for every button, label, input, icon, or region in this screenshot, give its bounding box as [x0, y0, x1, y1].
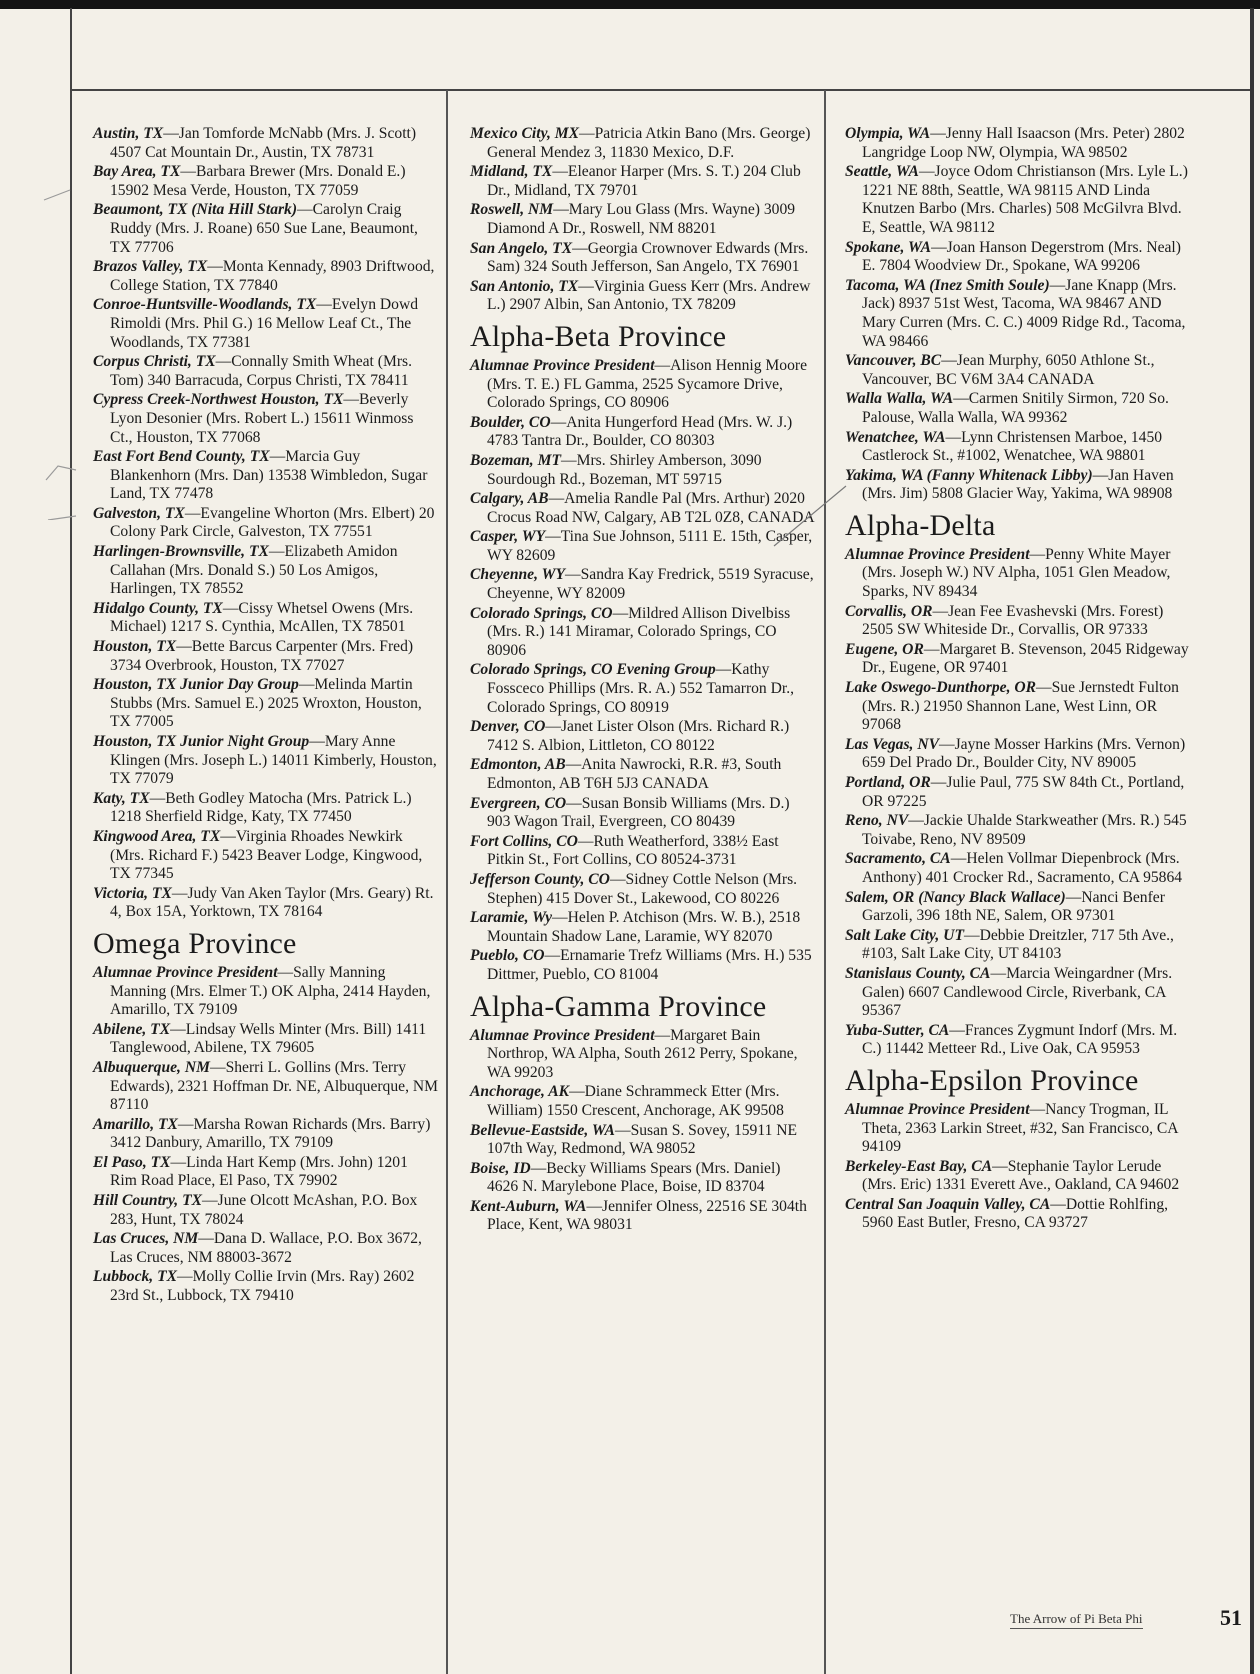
contact-details: —Joan Hanson Degerstrom (Mrs. Neal) E. 7804 Woodview Dr., Spokane, WA 99206: [862, 238, 1181, 275]
contact-details: —June Olcott McAshan, P.O. Box 283, Hunt, TX 78024: [110, 1192, 418, 1228]
contact-details: —Margaret B. Stevenson, 2045 Ridgeway Dr., Eugene, OR 97401: [862, 640, 1189, 677]
directory-entry: [845, 546, 1190, 602]
directory-entry: [845, 679, 1190, 735]
page-number: 51: [1220, 1605, 1242, 1630]
directory-entry: [93, 1230, 438, 1267]
contact-details: —Susan S. Sovey, 15911 NE 107th Way, Redmond, WA 98052: [487, 1121, 798, 1158]
directory-entry: [845, 641, 1190, 678]
chapter-name: Albuquerque, NM: [93, 1058, 210, 1076]
contact-details: —Georgia Crownover Edwards (Mrs. Sam) 324 South Jefferson, San Angelo, TX 76901: [487, 239, 809, 276]
contact-details: —Patricia Atkin Bano (Mrs. George) General Mendez 3, 11830 Mexico, D.F.: [487, 125, 811, 161]
contact-details: —Ruth Weatherford, 338½ East Pitkin St., Fort Collins, CO 80524-3731: [487, 832, 779, 869]
chapter-name: Galveston, TX: [93, 504, 185, 522]
chapter-name: Vancouver, BC: [845, 352, 942, 370]
contact-details: —Virginia Rhoades Newkirk (Mrs. Richard F.) 5423 Beaver Lodge, Kingwood, TX 77345: [110, 827, 423, 883]
directory-entry: [93, 448, 438, 504]
directory-entry: [470, 756, 815, 793]
directory-entry: [470, 833, 815, 870]
chapter-name: Portland, OR: [845, 774, 931, 791]
directory-entry: [845, 774, 1190, 811]
chapter-name: Harlingen-Brownsville, TX: [93, 543, 269, 561]
column-2: [470, 125, 815, 1236]
directory-entry: [93, 1268, 438, 1305]
chapter-name: Las Vegas, NV: [845, 735, 940, 753]
contact-details: —Jackie Uhalde Starkweather (Mrs. R.) 545 Toivabe, Reno, NV 89509: [862, 812, 1187, 848]
directory-entry: [845, 125, 1190, 162]
publication-title: The Arrow of Pi Beta Phi: [1010, 1611, 1143, 1629]
directory-entry: [470, 1160, 815, 1197]
chapter-name: Walla Walla, WA: [845, 390, 954, 408]
chapter-name: Anchorage, AK: [470, 1083, 570, 1101]
directory-entry: [470, 278, 815, 315]
directory-entry: [93, 1059, 438, 1115]
contact-details: —Jan Tomforde McNabb (Mrs. J. Scott) 4507 Cat Mountain Dr., Austin, TX 78731: [110, 125, 417, 161]
contact-details: —Diane Schrammeck Etter (Mrs. William) 1550 Crescent, Anchorage, AK 99508: [487, 1083, 784, 1119]
contact-details: —Jayne Mosser Harkins (Mrs. Vernon) 659 Del Prado Dr., Boulder City, NV 89005: [862, 735, 1186, 772]
directory-entry: [93, 790, 438, 827]
contact-details: —Evangeline Whorton (Mrs. Elbert) 20 Colony Park Circle, Galveston, TX 77551: [110, 504, 435, 541]
chapter-name: Katy, TX: [93, 789, 150, 807]
chapter-name: Hidalgo County, TX: [93, 599, 223, 617]
chapter-name: Central San Joaquin Valley, CA: [845, 1195, 1051, 1213]
directory-entry: [470, 1122, 815, 1159]
contact-details: —Elizabeth Amidon Callahan (Mrs. Donald S.) 50 Los Amigos, Harlingen, TX 78552: [110, 543, 398, 598]
directory-entry: [93, 638, 438, 675]
contact-details: —Nancy Trogman, IL Theta, 2363 Larkin Street, #32, San Francisco, CA 94109: [862, 1100, 1178, 1156]
chapter-name: Cheyenne, WY: [470, 566, 566, 584]
directory-entry: [845, 239, 1190, 276]
directory-entry: [93, 1192, 438, 1229]
chapter-name: Lake Oswego-Dunthorpe, OR: [845, 679, 1037, 697]
directory-entry: [845, 467, 1190, 504]
contact-details: —Marcia Weingardner (Mrs. Galen) 6607 Candlewood Circle, Riverbank, CA 95367: [862, 964, 1173, 1020]
directory-entry: [470, 795, 815, 832]
directory-entry: [845, 429, 1190, 466]
contact-details: —Jean Fee Evashevski (Mrs. Forest) 2505 SW Whiteside Dr., Corvallis, OR 97333: [862, 602, 1164, 639]
directory-entry: [470, 125, 815, 162]
contact-details: —Sue Jernstedt Fulton (Mrs. R.) 21950 Shannon Lane, West Linn, OR 97068: [862, 679, 1179, 734]
directory-entry: [470, 240, 815, 277]
contact-details: —Susan Bonsib Williams (Mrs. D.) 903 Wagon Trail, Evergreen, CO 80439: [487, 794, 790, 831]
chapter-name: Houston, TX Junior Night Group: [93, 733, 310, 750]
contact-details: —Margaret Bain Northrop, WA Alpha, South 2612 Perry, Spokane, WA 99203: [487, 1026, 798, 1081]
chapter-name: Wenatchee, WA: [845, 428, 946, 446]
chapter-name: Austin, TX: [93, 125, 164, 142]
contact-details: —Mary Lou Glass (Mrs. Wayne) 3009 Diamond A Dr., Roswell, NM 88201: [487, 201, 796, 237]
directory-entry: [93, 543, 438, 599]
chapter-name: Amarillo, TX: [93, 1115, 178, 1133]
contact-details: —Dottie Rohlfing, 5960 East Butler, Fresno, CA 93727: [862, 1195, 1169, 1232]
directory-entry: [470, 871, 815, 908]
column-3: [845, 125, 1190, 1234]
directory-entry: [845, 927, 1190, 964]
directory-entry: [470, 1198, 815, 1235]
directory-entry: [93, 1116, 438, 1153]
directory-entry: [93, 353, 438, 390]
chapter-name: Corvallis, OR: [845, 602, 933, 620]
directory-entry: [93, 296, 438, 352]
chapter-name: Jefferson County, CO: [470, 870, 610, 888]
directory-entry: [470, 1083, 815, 1120]
directory-entry: [93, 828, 438, 884]
chapter-name: Kent-Auburn, WA: [470, 1197, 587, 1215]
contact-details: —Penny White Mayer (Mrs. Joseph W.) NV Alpha, 1051 Glen Meadow, Sparks, NV 89434: [862, 545, 1171, 601]
contact-details: —Melinda Martin Stubbs (Mrs. Samuel E.) 2025 Wroxton, Houston, TX 77005: [110, 676, 422, 731]
chapter-name: Olympia, WA: [845, 125, 931, 142]
directory-entry: [845, 965, 1190, 1021]
contact-details: —Helen P. Atchison (Mrs. W. B.), 2518 Mountain Shadow Lane, Laramie, WY 82070: [487, 909, 801, 945]
contact-details: —Marcia Guy Blankenhorn (Mrs. Dan) 13538 Wimbledon, Sugar Land, TX 77478: [110, 448, 428, 503]
directory-entry: [845, 1022, 1190, 1059]
directory-entry: [93, 676, 438, 732]
directory-entry: [845, 736, 1190, 773]
right-border: [1250, 8, 1254, 1674]
chapter-name: Stanislaus County, CA: [845, 964, 991, 982]
chapter-name: Eugene, OR: [845, 640, 924, 658]
chapter-name: Colorado Springs, CO: [470, 604, 613, 622]
chapter-name: Beaumont, TX (Nita Hill Stark): [93, 201, 298, 219]
directory-entry: [845, 352, 1190, 389]
chapter-name: Abilene, TX: [93, 1020, 171, 1038]
column-divider: [824, 90, 826, 1674]
chapter-name: Cypress Creek-Northwest Houston, TX: [93, 391, 344, 409]
contact-details: —Nanci Benfer Garzoli, 396 18th NE, Salem, OR 97301: [862, 888, 1165, 925]
directory-entry: [93, 885, 438, 922]
contact-details: —Beverly Lyon Desonier (Mrs. Robert L.) 15611 Winmoss Ct., Houston, TX 77068: [110, 391, 414, 446]
contact-details: —Tina Sue Johnson, 5111 E. 15th, Casper, WY 82609: [487, 528, 813, 564]
directory-entry: [470, 490, 815, 527]
chapter-name: Bellevue-Eastside, WA: [470, 1121, 615, 1139]
chapter-name: Alumnae Province President: [93, 963, 278, 981]
contact-details: —Stephanie Taylor Lerude (Mrs. Eric) 1331 Everett Ave., Oakland, CA 94602: [862, 1157, 1180, 1194]
contact-details: —Beth Godley Matocha (Mrs. Patrick L.) 1218 Sherfield Ridge, Katy, TX 77450: [110, 789, 412, 826]
chapter-name: Reno, NV: [845, 812, 909, 830]
province-heading: Alpha-Beta Province: [470, 319, 727, 353]
contact-details: —Julie Paul, 775 SW 84th Ct., Portland, OR 97225: [862, 774, 1185, 810]
contact-details: —Becky Williams Spears (Mrs. Daniel) 4626 N. Marylebone Place, Boise, ID 83704: [487, 1159, 781, 1196]
contact-details: —Sandra Kay Fredrick, 5519 Syracuse, Cheyenne, WY 82009: [487, 566, 814, 603]
directory-entry: [470, 718, 815, 755]
contact-details: —Mildred Allison Divelbiss (Mrs. R.) 141 Miramar, Colorado Springs, CO 80906: [487, 604, 791, 659]
chapter-name: Alumnae Province President: [845, 1100, 1030, 1118]
directory-entry: [93, 1154, 438, 1191]
chapter-name: Fort Collins, CO: [470, 832, 578, 850]
contact-details: —Eleanor Harper (Mrs. S. T.) 204 Club Dr., Midland, TX 79701: [487, 163, 801, 199]
chapter-name: San Antonio, TX: [470, 277, 579, 295]
directory-entry: [845, 603, 1190, 640]
contact-details: —Jenny Hall Isaacson (Mrs. Peter) 2802 Langridge Loop NW, Olympia, WA 98502: [862, 125, 1185, 161]
contact-details: —Anita Nawrocki, R.R. #3, South Edmonton, AB T6H 5J3 CANADA: [487, 756, 782, 792]
chapter-name: Roswell, NM: [470, 201, 554, 219]
contact-details: —Lynn Christensen Marboe, 1450 Castlerock St., #1002, Wenatchee, WA 98801: [862, 428, 1163, 465]
directory-entry: [93, 505, 438, 542]
province-heading: Alpha-Delta: [845, 508, 996, 542]
chapter-name: Las Cruces, NM: [93, 1230, 199, 1248]
directory-entry: [470, 357, 815, 413]
directory-entry: [845, 1158, 1190, 1195]
chapter-name: Conroe-Huntsville-Woodlands, TX: [93, 296, 317, 314]
contact-details: —Sally Manning Manning (Mrs. Elmer T.) OK Alpha, 2414 Hayden, Amarillo, TX 79109: [110, 963, 431, 1019]
contact-details: —Carolyn Craig Ruddy (Mrs. J. Roane) 650 Sue Lane, Beaumont, TX 77706: [110, 201, 418, 256]
directory-entry: [93, 1021, 438, 1058]
chapter-name: Colorado Springs, CO Evening Group: [470, 661, 716, 679]
chapter-name: Sacramento, CA: [845, 850, 951, 868]
chapter-name: Victoria, TX: [93, 884, 172, 902]
contact-details: —Bette Barcus Carpenter (Mrs. Fred) 3734 Overbrook, Houston, TX 77027: [110, 638, 414, 674]
chapter-name: Salt Lake City, UT: [845, 926, 964, 944]
contact-details: —Amelia Randle Pal (Mrs. Arthur) 2020 Crocus Road NW, Calgary, AB T2L 0Z8, CANADA: [487, 490, 815, 526]
contact-details: —Barbara Brewer (Mrs. Donald E.) 15902 Mesa Verde, Houston, TX 77059: [110, 163, 406, 199]
contact-details: —Kathy Fossceco Phillips (Mrs. R. A.) 552 Tamarron Dr., Colorado Springs, CO 80919: [487, 661, 795, 716]
contact-details: —Connally Smith Wheat (Mrs. Tom) 340 Barracuda, Corpus Christi, TX 78411: [110, 353, 412, 389]
contact-details: —Frances Zygmunt Indorf (Mrs. M. C.) 11442 Metteer Rd., Live Oak, CA 95953: [862, 1021, 1178, 1058]
pen-mark-icon: [40, 180, 80, 520]
contact-details: —Virginia Guess Kerr (Mrs. Andrew L.) 2907 Albin, San Antonio, TX 78209: [487, 277, 811, 314]
directory-entry: [845, 850, 1190, 887]
contact-details: —Debbie Dreitzler, 717 5th Ave., #103, Salt Lake City, UT 84103: [862, 926, 1174, 963]
chapter-name: Mexico City, MX: [470, 125, 580, 142]
contact-details: —Alison Hennig Moore (Mrs. T. E.) FL Gamma, 2525 Sycamore Drive, Colorado Springs, CO 80906: [487, 356, 807, 412]
province-heading: Alpha-Epsilon Province: [845, 1063, 1139, 1097]
contact-details: —Ernamarie Trefz Williams (Mrs. H.) 535 Dittmer, Pueblo, CO 81004: [487, 947, 812, 983]
contact-details: —Jean Murphy, 6050 Athlone St., Vancouver, BC V6M 3A4 CANADA: [862, 352, 1155, 388]
directory-entry: [93, 163, 438, 200]
contact-details: —Jane Knapp (Mrs. Jack) 8937 51st West, Tacoma, WA 98467 AND Mary Curren (Mrs. C. C.) 4009 Ridge Rd., Tacoma, WA 98466: [862, 276, 1186, 350]
contact-details: —Judy Van Aken Taylor (Mrs. Geary) Rt. 4, Box 15A, Yorktown, TX 78164: [110, 884, 434, 921]
directory-entry: [470, 452, 815, 489]
chapter-name: Alumnae Province President: [845, 545, 1030, 563]
chapter-name: Laramie, Wy: [470, 909, 553, 927]
chapter-name: Bay Area, TX: [93, 163, 181, 181]
chapter-name: Houston, TX: [93, 638, 177, 656]
contact-details: —Jan Haven (Mrs. Jim) 5808 Glacier Way, Yakima, WA 98908: [862, 466, 1174, 503]
directory-entry: [845, 889, 1190, 926]
directory-entry: [470, 201, 815, 238]
contact-details: —Helen Vollmar Diepenbrock (Mrs. Anthony) 401 Crocker Rd., Sacramento, CA 95864: [862, 850, 1183, 886]
directory-entry: [470, 909, 815, 946]
contact-details: —Anita Hungerford Head (Mrs. W. J.) 4783 Tantra Dr., Boulder, CO 80303: [487, 413, 793, 450]
contact-details: —Joyce Odom Christianson (Mrs. Lyle L.) 1221 NE 88th, Seattle, WA 98115 AND Linda Knutzen Barbo (Mrs. Charles) 508 McGilvra Blvd. E, Seattle, WA 98112: [862, 163, 1188, 236]
directory-entry: [93, 258, 438, 295]
province-heading: Omega Province: [93, 926, 297, 960]
chapter-name: Berkeley-East Bay, CA: [845, 1157, 993, 1175]
directory-entry: [93, 201, 438, 257]
contact-details: —Cissy Whetsel Owens (Mrs. Michael) 1217 S. Cynthia, McAllen, TX 78501: [110, 599, 414, 636]
chapter-name: Denver, CO: [470, 718, 546, 736]
chapter-name: Alumnae Province President: [470, 1026, 655, 1044]
header-box: [71, 8, 1250, 91]
contact-details: —Monta Kennady, 8903 Driftwood, College Station, TX 77840: [110, 258, 435, 294]
directory-entry: [845, 1196, 1190, 1233]
directory-entry: [470, 947, 815, 984]
directory-entry: [470, 1027, 815, 1083]
directory-entry: [470, 528, 815, 565]
contact-details: —Jennifer Olness, 22516 SE 304th Place, Kent, WA 98031: [487, 1197, 807, 1234]
chapter-name: Casper, WY: [470, 528, 546, 546]
contact-details: —Sherri L. Gollins (Mrs. Terry Edwards), 2321 Hoffman Dr. NE, Albuquerque, NM 87110: [110, 1058, 438, 1114]
chapter-name: Hill Country, TX: [93, 1192, 203, 1210]
chapter-name: Bozeman, MT: [470, 451, 561, 469]
chapter-name: Yakima, WA (Fanny Whitenack Libby): [845, 466, 1093, 484]
chapter-name: Boulder, CO: [470, 413, 551, 431]
directory-entry: [845, 812, 1190, 849]
contact-details: —Linda Hart Kemp (Mrs. John) 1201 Rim Road Place, El Paso, TX 79902: [110, 1153, 408, 1190]
chapter-name: Pueblo, CO: [470, 947, 545, 965]
chapter-name: East Fort Bend County, TX: [93, 448, 270, 466]
chapter-name: Brazos Valley, TX: [93, 258, 208, 276]
column-1: [93, 125, 438, 1307]
chapter-name: Midland, TX: [470, 163, 553, 181]
province-heading: Alpha-Gamma Province: [470, 989, 767, 1023]
directory-entry: [93, 964, 438, 1020]
directory-entry: [93, 391, 438, 447]
directory-entry: [93, 733, 438, 789]
chapter-name: Spokane, WA: [845, 238, 932, 256]
contact-details: —Dana D. Wallace, P.O. Box 3672, Las Cruces, NM 88003-3672: [110, 1230, 422, 1266]
chapter-name: Alumnae Province President: [470, 356, 655, 374]
chapter-name: Calgary, AB: [470, 490, 549, 508]
chapter-name: Yuba-Sutter, CA: [845, 1021, 950, 1039]
contact-details: —Janet Lister Olson (Mrs. Richard R.) 7412 S. Albion, Littleton, CO 80122: [487, 718, 790, 754]
chapter-name: Seattle, WA: [845, 163, 919, 181]
chapter-name: Corpus Christi, TX: [93, 353, 216, 371]
directory-entry: [470, 605, 815, 661]
directory-entry: [845, 390, 1190, 427]
directory-entry: [470, 566, 815, 603]
chapter-name: Houston, TX Junior Day Group: [93, 676, 299, 694]
contact-details: —Lindsay Wells Minter (Mrs. Bill) 1411 Tanglewood, Abilene, TX 79605: [110, 1020, 427, 1057]
directory-entry: [845, 277, 1190, 351]
chapter-name: Evergreen, CO: [470, 794, 567, 812]
directory-entry: [845, 1101, 1190, 1157]
chapter-name: Lubbock, TX: [93, 1268, 178, 1286]
contact-details: —Molly Collie Irvin (Mrs. Ray) 2602 23rd St., Lubbock, TX 79410: [110, 1268, 415, 1305]
chapter-name: Salem, OR (Nancy Black Wallace): [845, 888, 1066, 906]
directory-entry: [470, 163, 815, 200]
column-divider: [446, 90, 448, 1674]
chapter-name: Kingwood Area, TX: [93, 827, 221, 845]
contact-details: —Evelyn Dowd Rimoldi (Mrs. Phil G.) 16 Mellow Leaf Ct., The Woodlands, TX 77381: [110, 296, 419, 351]
chapter-name: Boise, ID: [470, 1159, 531, 1177]
pen-mark-icon: [770, 480, 850, 550]
chapter-name: Tacoma, WA (Inez Smith Soule): [845, 276, 1050, 294]
contact-details: —Mrs. Shirley Amberson, 3090 Sourdough Rd., Bozeman, MT 59715: [487, 451, 762, 488]
directory-entry: [845, 163, 1190, 237]
directory-entry: [470, 414, 815, 451]
chapter-name: Edmonton, AB: [470, 756, 566, 774]
contact-details: —Sidney Cottle Nelson (Mrs. Stephen) 415 Dover St., Lakewood, CO 80226: [487, 870, 798, 907]
directory-entry: [470, 661, 815, 717]
chapter-name: El Paso, TX: [93, 1153, 171, 1171]
contact-details: —Mary Anne Klingen (Mrs. Joseph L.) 14011 Kimberly, Houston, TX 77079: [110, 733, 437, 788]
contact-details: —Marsha Rowan Richards (Mrs. Barry) 3412 Danbury, Amarillo, TX 79109: [110, 1115, 431, 1152]
directory-entry: [93, 125, 438, 162]
contact-details: —Carmen Snitily Sirmon, 720 So. Palouse, Walla Walla, WA 99362: [862, 390, 1169, 426]
directory-entry: [93, 600, 438, 637]
chapter-name: San Angelo, TX: [470, 239, 573, 257]
